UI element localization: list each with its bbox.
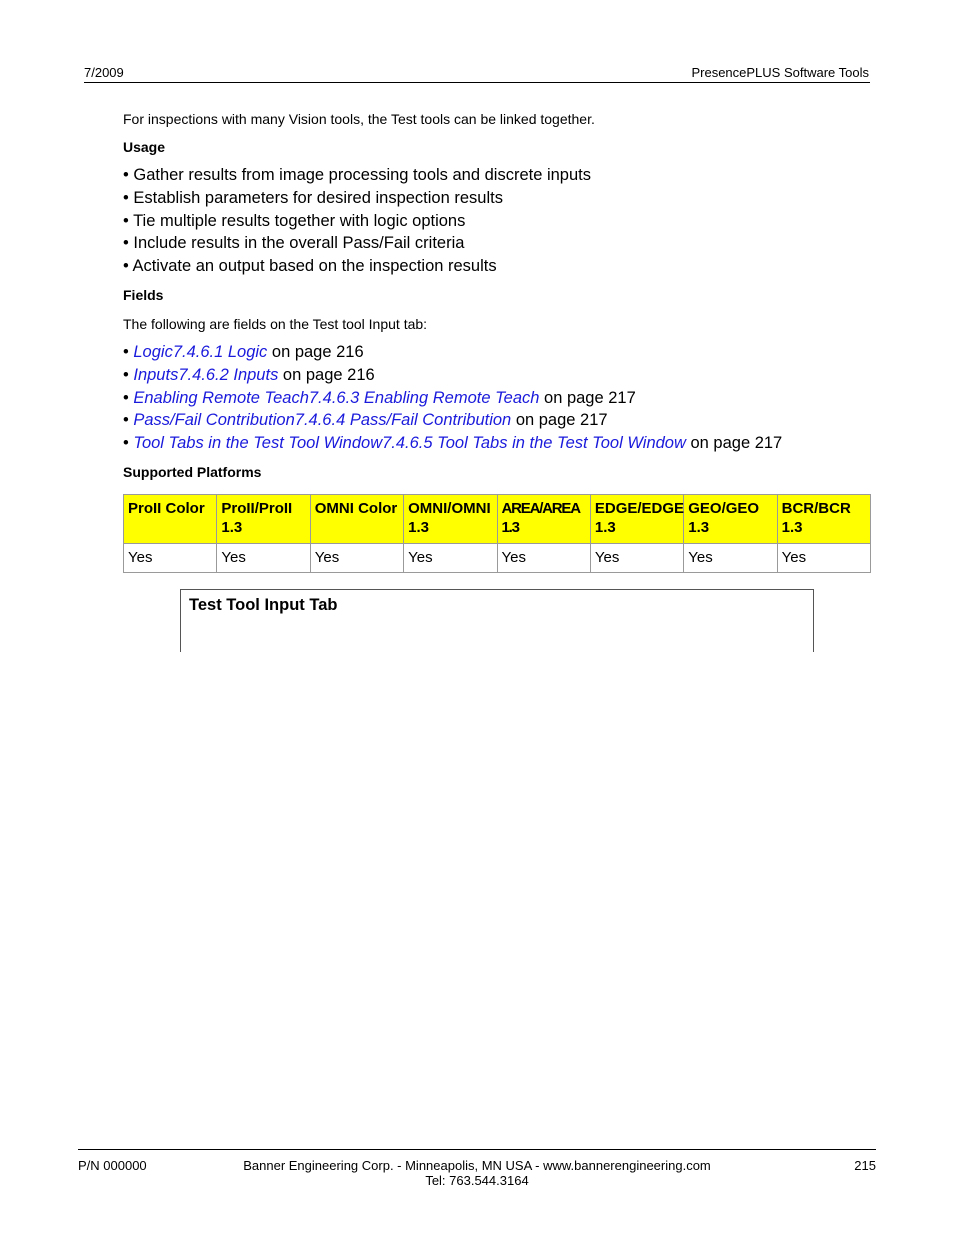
bullet: • [123,343,134,361]
bullet: • [123,411,134,430]
usage-heading: Usage [123,139,166,155]
bullet: • [123,434,134,453]
tool-tabs-link[interactable]: Tool Tabs in the Test Tool Window7.4.6.5 Tool Tabs in the Test Tool Window [133,434,686,453]
column-header: GEO/GEO 1.3 [684,495,777,544]
platforms-table [123,494,871,573]
page-ref: on page 217 [539,388,636,407]
footer-part-number: P/N 000000 [78,1158,147,1173]
bullet: • [123,388,134,407]
list-item: • Establish parameters for desired inspection results [123,188,503,207]
list-item [123,387,782,410]
inputs-link[interactable]: Inputs7.4.6.2 Inputs [133,365,279,384]
table-cell: Yes [310,544,403,573]
footer-company [227,1158,727,1188]
footer-company-line: Banner Engineering Corp. - Minneapolis, MN USA - www.bannerengineering.com [243,1158,711,1173]
list-item [123,364,782,387]
footer-page-number: 215 [854,1158,876,1173]
list-item [123,432,782,455]
header-title: PresencePLUS Software Tools [691,65,869,80]
list-item: • Activate an output based on the inspection results [123,257,497,276]
table-cell: Yes [404,544,497,573]
header-date: 7/2009 [84,65,124,80]
remote-teach-link[interactable]: Enabling Remote Teach7.4.6.3 Enabling Remote Teach [133,388,540,407]
column-header: AREA/AREA 1.3 [497,495,590,544]
column-header: OMNI Color [310,495,403,544]
usage-list [123,164,591,278]
table-cell: Yes [124,544,217,573]
bullet: • [123,365,134,384]
page-ref: on page 216 [278,365,375,384]
pass-fail-link[interactable]: Pass/Fail Contribution7.4.6.4 Pass/Fail Contribution [133,411,512,430]
table-header-row [124,495,871,544]
tab-box-title: Test Tool Input Tab [189,596,338,614]
table-row [124,544,871,573]
fields-link-list [123,341,782,455]
table-cell: Yes [217,544,310,573]
header-rule [84,82,870,83]
table-cell: Yes [684,544,777,573]
list-item: • Gather results from image processing tools and discrete inputs [123,166,591,184]
footer-rule [78,1149,876,1150]
list-item: • Include results in the overall Pass/Fail criteria [123,234,465,253]
page-ref: on page 217 [511,411,608,430]
platforms-heading: Supported Platforms [123,464,262,480]
column-header: EDGE/EDGE 1.3 [590,495,683,544]
column-header: OMNI/OMNI 1.3 [404,495,497,544]
fields-intro: The following are fields on the Test tool Input tab: [123,316,428,332]
footer-tel: Tel: 763.544.3164 [425,1173,529,1188]
table-cell: Yes [590,544,683,573]
fields-heading: Fields [123,287,164,303]
intro-text: For inspections with many Vision tools, the Test tools can be linked together. [123,111,595,127]
table-cell: Yes [497,544,590,573]
page-ref: on page 217 [685,434,783,453]
test-tool-input-tab-box [180,589,814,652]
list-item [123,341,782,364]
column-header: ProII/ProII 1.3 [217,495,310,544]
column-header: ProII Color [124,495,217,544]
column-header: BCR/BCR 1.3 [777,495,870,544]
table-cell: Yes [777,544,870,573]
list-item [123,409,782,432]
list-item: • Tie multiple results together with logic options [123,211,466,230]
logic-link[interactable]: Logic7.4.6.1 Logic [133,343,268,361]
page-ref: on page 216 [267,343,364,361]
